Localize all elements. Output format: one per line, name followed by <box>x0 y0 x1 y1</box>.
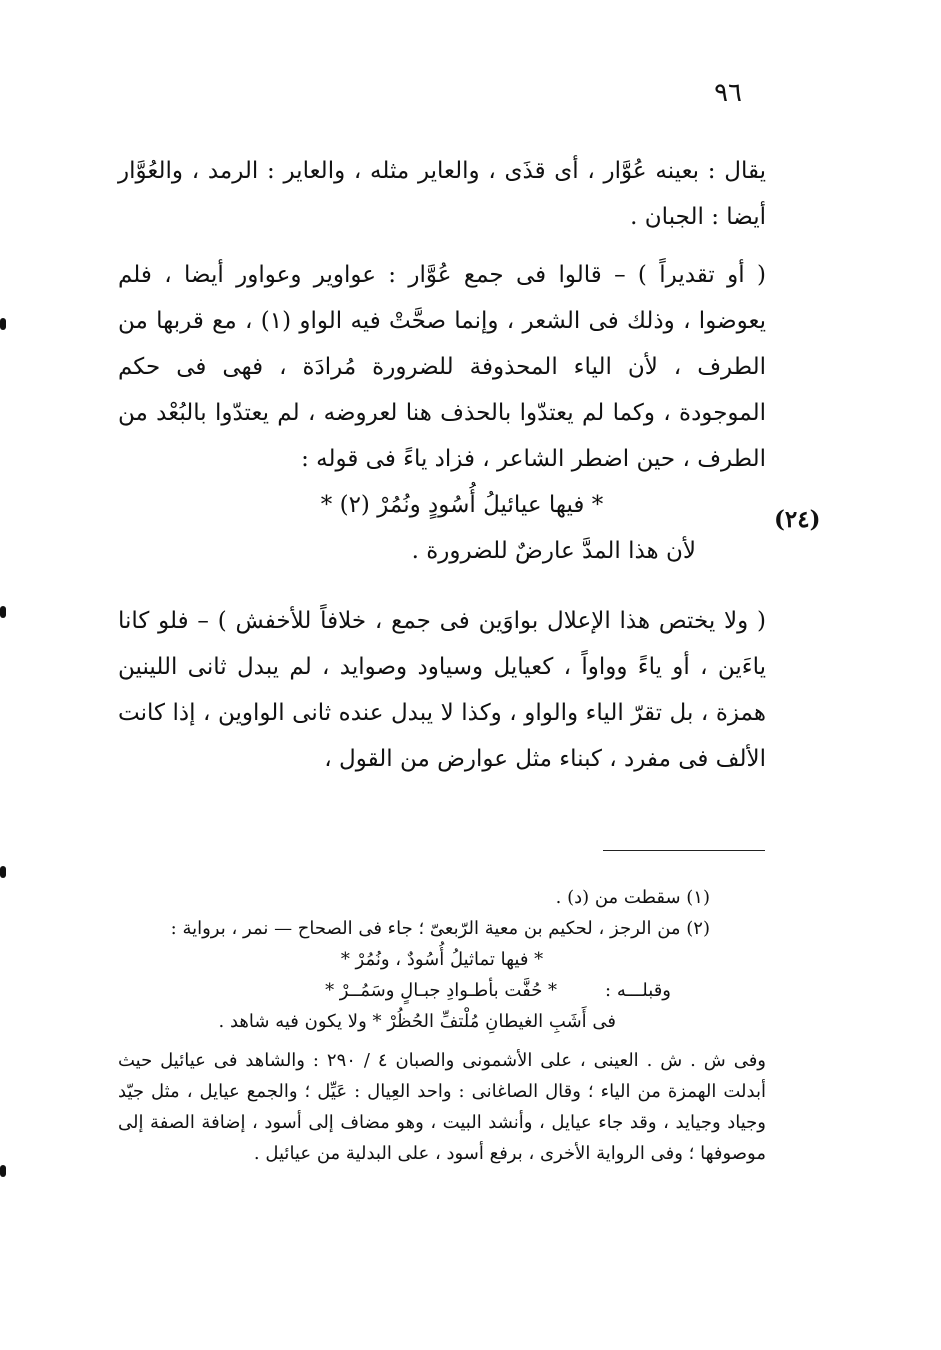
margin-mark <box>0 1165 6 1177</box>
paragraph-4: ( ولا يختص هذا الإعلال بواوَين فى جمع ، خلافاً للأخفش ) – فلو كانا ياءَين ، أو ياءً وواواً ، كعيايل وسياود وصوايد ، لم يبدل ثانى اللينين همزة ، بل تقرّ الياء والواو ، وكذا لا يبدل عنده ثانى الواوين ، إذا كانت الألف فى مفرد ، كبناء مثل عوارض من القول ، <box>118 608 766 772</box>
margin-mark <box>0 866 6 878</box>
paragraph-3: لأن هذا المدَّ عارضٌ للضرورة . <box>411 538 696 564</box>
footnote-2-last-verse: فى أَشَبِ الغيطانِ مُلْتفِّ الحُظُرْ * ولا يكون فيه شاهد . <box>218 1011 616 1032</box>
side-reference-number: (٢٤) <box>774 506 821 533</box>
paragraph-2: ( أو تقديراً ) – قالوا فى جمع عُوَّار : عواوير وعواور أيضا ، فلم يعوضوا ، وذلك فى الشعر ، وإنما صحَّتْ فيه الواو (١) ، مع قربها من الطرف ، لأن الياء المحذوفة للضرورة مُرادَة ، فهى فى حكم الموجودة ، وكما لم يعتدّوا بالحذف هنا لعروضه ، لم يعتدّوا بالبُعْد من الطرف ، حين اضطر الشاعر ، فزاد ياءً فى قوله : <box>118 262 766 472</box>
footnote-2-verse: * فيها تماثيلُ أُسُودٌ ، ونُمُرْ * <box>340 949 544 970</box>
paragraph-1: يقال : بعينه عُوَّار ، أى قذَى ، والعاير مثله ، والعاير : الرمد ، والعُوَّار أيضا : الجبان . <box>118 158 766 230</box>
margin-mark <box>0 606 6 618</box>
main-text-body <box>118 148 766 782</box>
page-number: ٩٦ <box>714 78 742 108</box>
footnote-1: (١) سقطت من (د) . <box>555 887 710 908</box>
footnotes <box>118 882 766 1169</box>
verse-line: * فيها عيائيلُ أُسُودٍ ونُمُرْ (٢) * <box>320 492 604 518</box>
before-label: وقبلـــه : <box>605 980 671 1001</box>
footnote-2: (٢) من الرجز ، لحكيم بن معية الرّبعىّ ؛ جاء فى الصحاح — نمر ، برواية : <box>170 918 710 939</box>
footnote-2-commentary: وفى ش . ش . العينى ، على الأشمونى والصبان ٤ / ٢٩٠ : والشاهد فى عيائيل حيث أبدلت الهمزة من الياء ؛ وقال الصاغانى : واحد العِيال : عَيِّل ؛ والجمع عيايل ، مثل جيّد وجياد وجيايد ، وقد جاء عيايل ، وأنشد البيت ، وهو مضاف إلى أسود ، إضافة الصفة إلى موصوفها ؛ وفى الرواية الأخرى ، برفع أسود ، على البدلية من عيائيل . <box>118 1050 766 1164</box>
margin-mark <box>0 318 6 330</box>
before-verse: * حُفَّت بأطـوادِ جبـالٍ وسَمُــرْ * <box>325 980 558 1001</box>
footnote-separator <box>603 850 765 851</box>
footnote-2-before <box>118 975 766 1006</box>
